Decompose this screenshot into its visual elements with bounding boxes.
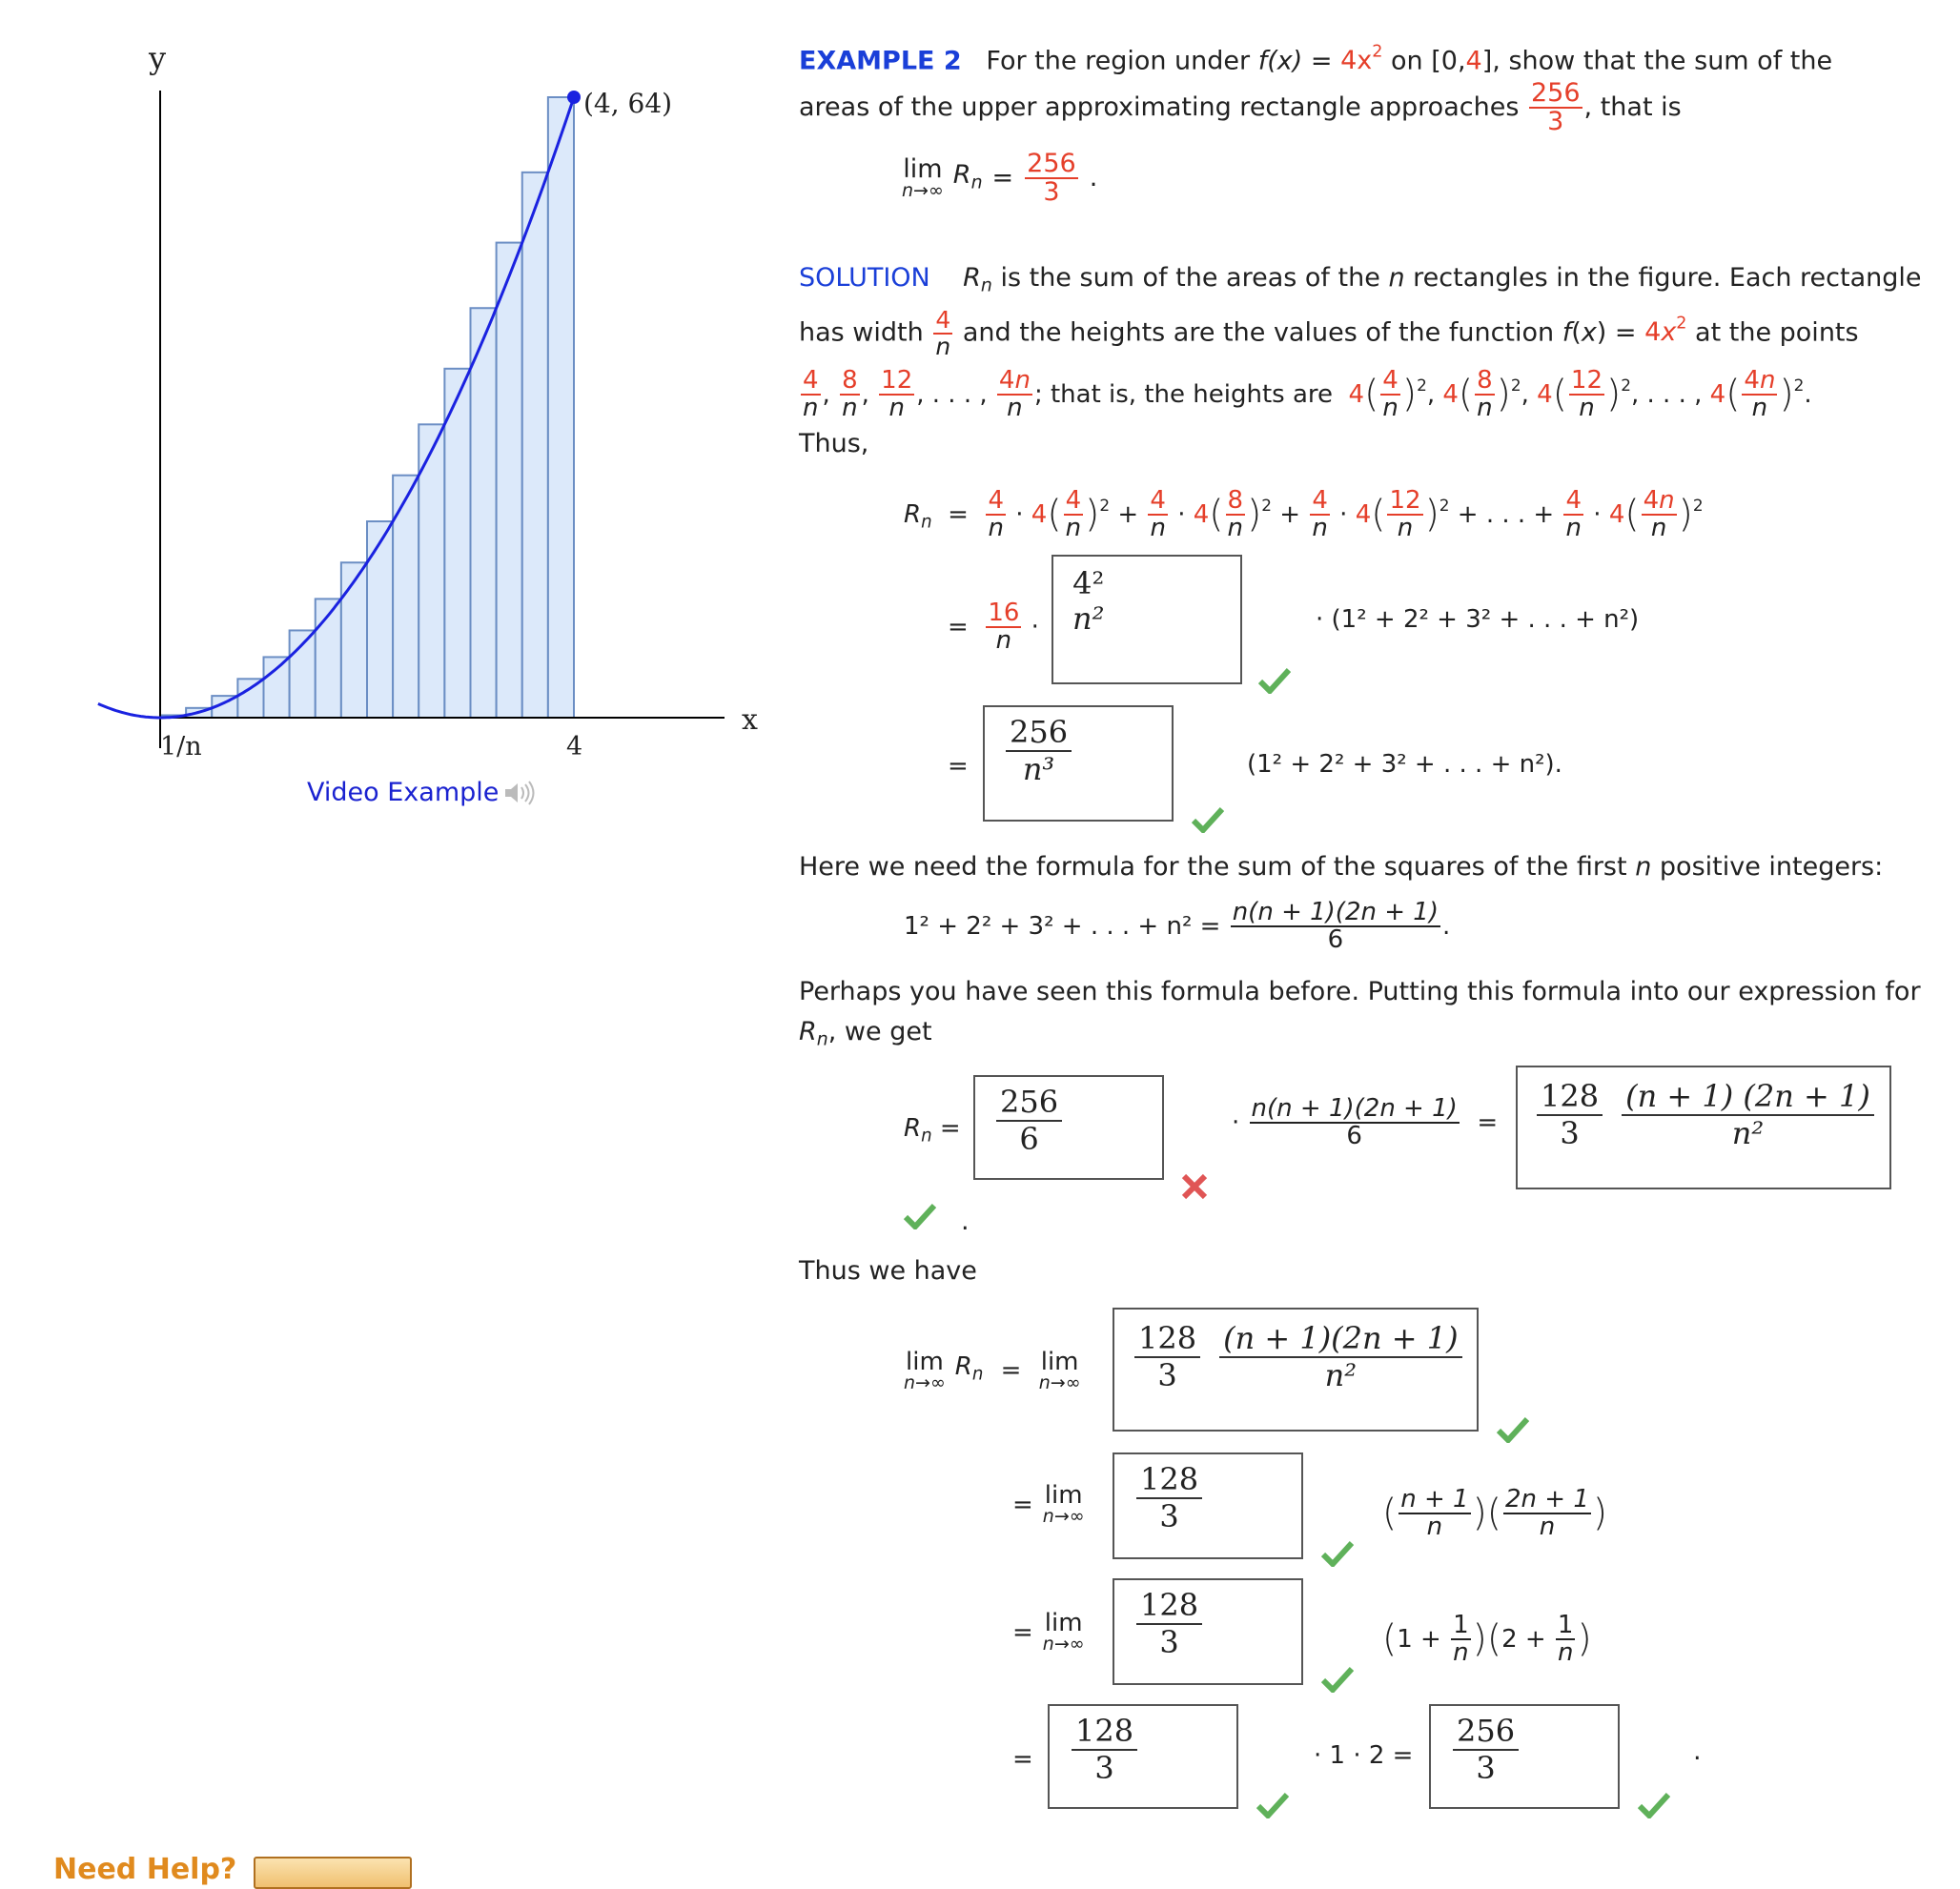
tick-label-4: 4: [566, 732, 583, 762]
correct-check-icon: [1321, 1540, 1354, 1567]
example-line-2: [799, 80, 1682, 136]
approximating-rectangles: [160, 97, 574, 718]
riemann-sum-graph: [57, 38, 782, 791]
incorrect-x-icon: [1180, 1172, 1209, 1201]
approximating-rectangle: [367, 521, 393, 718]
need-help-label: Need Help?: [53, 1853, 237, 1886]
approximating-rectangle: [548, 97, 574, 718]
example-text-a: For the region under: [986, 46, 1251, 76]
example-line-1: [799, 33, 1832, 80]
answer-box-6-value: 128 3: [1136, 1462, 1202, 1534]
formula-intro: Here we need the formula for the sum of the squares of the first n positive integers:: [799, 852, 1884, 882]
factor-expression-2: (1 + $\frac{1}{n}$ )(2 + $\frac{1}{n}$ ): [1382, 1611, 1592, 1668]
answer-box-7-value: 128 3: [1136, 1588, 1202, 1660]
final-multiplier: · 1 · 2 =: [1314, 1741, 1414, 1770]
example-text-b: show that the sum of the: [1508, 46, 1833, 76]
solution-line-1: SOLUTION $R_n$ is the sum of the areas of the n rectangles in the figure. Each rectangle: [799, 263, 1922, 296]
sum-of-squares-formula: 1² + 2² + 3² + . . . + n² = $\frac{n(n + 1)(2n + 1)}{6}$ .: [904, 898, 1451, 955]
word-on: on: [1391, 46, 1423, 76]
endpoint-dot: [567, 91, 581, 104]
approximating-rectangle: [444, 369, 470, 718]
limit-fraction: $\frac{256}{3}$: [1027, 149, 1076, 208]
y-axis-label: y: [149, 40, 167, 76]
approximating-rectangle: [393, 476, 419, 718]
lim-operator: lim n→∞: [902, 154, 944, 202]
correct-check-icon: [904, 1203, 936, 1229]
equals-sign-final: =: [1012, 1745, 1033, 1774]
factor-expression-1: ( $\frac{n + 1}{n}$ )( $\frac{2n + 1}{n}$ ): [1382, 1485, 1608, 1542]
approximating-rectangle: [497, 243, 522, 718]
thus-text: Thus,: [799, 429, 869, 458]
that-is-text: , that is: [1583, 91, 1682, 122]
answer-box-9-value: 256 3: [1453, 1714, 1519, 1786]
solution-text-1: is the sum of the areas of the: [1000, 263, 1380, 293]
sum-series: · (1² + 2² + 3² + . . . + n²): [1316, 605, 1640, 634]
example-fx: f(x): [1257, 46, 1303, 76]
correct-check-icon: [1256, 1792, 1289, 1818]
video-example-label: Video Example: [307, 778, 500, 807]
approximating-rectangle: [264, 657, 290, 718]
x-axis-label: x: [742, 703, 758, 737]
limit-statement: lim n→∞ $R_n$ = $\frac{256}{3}$ .: [902, 149, 1098, 208]
rn-expansion: $R_n$ = $\frac{4}{n}$ · 4( $\frac{4}{n}$ )$^2$ + $\frac{4}{n}$ · 4( $\frac{8}{n}$ )$^2$ + $\frac{4}{n}$ · 4( $\frac{12}{n}$ )$^2$ + . . . + $\frac{4}{n}$ · 4( $\frac{4n}{n}$ )$^2$: [904, 486, 1704, 543]
interval-end: 4: [1465, 46, 1482, 76]
solution-text-1b: rectangles in the figure. Each rectangle: [1413, 263, 1922, 293]
answer-box-5-value: 128 3 (n + 1)(2n + 1) n²: [1134, 1321, 1462, 1393]
approximating-rectangle: [522, 173, 548, 718]
solution-label: SOLUTION: [799, 263, 930, 293]
answer-box-3-value: 256 6: [996, 1085, 1062, 1157]
interval-close: ],: [1481, 46, 1501, 76]
tick-label-1-over-n: 1/n: [160, 732, 202, 762]
solution-text-3: ; that is, the heights are: [1033, 379, 1333, 409]
answer-box-1-value: 4² n²: [1072, 565, 1105, 637]
rn-equals: $R_n$ =: [904, 1114, 961, 1147]
approximating-rectangle: [471, 308, 497, 718]
equals-sign: =: [1310, 46, 1333, 76]
correct-check-icon: [1258, 667, 1291, 694]
help-button[interactable]: [254, 1857, 412, 1889]
solution-line-2: has width $\frac{4}{n}$ and the heights are the values of the function $f(x) = 4x^2$ at the points: [799, 305, 1859, 360]
example-text-2: areas of the upper approximating rectangle approaches: [799, 91, 1520, 122]
perhaps-text: Perhaps you have seen this formula before. Putting this formula into our expression for $R_n$, we get: [799, 977, 1921, 1050]
approximating-rectangle: [341, 562, 367, 718]
interval-open: [0,: [1431, 46, 1466, 76]
target-fraction: $\frac{256}{3}$: [1530, 78, 1581, 137]
answer-box-4-value: 128 3 (n + 1) (2n + 1) n²: [1537, 1079, 1874, 1151]
equals-16-over-n: = $\frac{16}{n}$ ·: [948, 599, 1039, 656]
solution-text-2a: has width: [799, 317, 924, 348]
answer-box-8-value: 128 3: [1072, 1714, 1137, 1786]
example-heading: EXAMPLE 2: [799, 46, 962, 76]
period: .: [961, 1207, 970, 1236]
sum-series-2: (1² + 2² + 3² + . . . + n²).: [1247, 750, 1562, 779]
solution-text-2b: and the heights are the values of the function: [962, 317, 1555, 348]
equals-sign-2: =: [948, 752, 969, 781]
point-label: (4, 64): [583, 88, 673, 119]
correct-check-icon: [1497, 1416, 1529, 1443]
thus-we-have: Thus we have: [799, 1256, 977, 1286]
correct-check-icon: [1192, 806, 1224, 833]
final-period: .: [1693, 1737, 1702, 1766]
r-n-symbol: $R_n$: [952, 159, 983, 193]
video-example-link[interactable]: [307, 778, 535, 807]
example-fx-expr: $4x^2$: [1340, 43, 1383, 76]
formula-substitution: · $\frac{n(n + 1)(2n + 1)}{6}$ =: [1232, 1094, 1499, 1151]
answer-box-2-value: 256 n³: [1006, 715, 1072, 787]
lim-step-3: = lim n→∞: [1012, 1609, 1085, 1655]
solution-text-2c: at the points: [1695, 317, 1859, 348]
solution-line-3: $\frac{4}{n}$ , $\frac{8}{n}$ , $\frac{12}{n}$ , . . . , $\frac{4n}{n}$ ; that is, the heights are 4( $\frac{4}{n}$ )$^2$, 4( $\frac{8}{n}$ )$^2$, 4( $\frac{12}{n}$ )$^2$, . . . , 4( $\frac{4n}{n}$ )$^2$.: [803, 366, 1812, 423]
correct-check-icon: [1321, 1666, 1354, 1693]
lim-step-2: = lim n→∞: [1012, 1481, 1085, 1527]
speaker-icon: [502, 779, 535, 807]
approximating-rectangle: [237, 679, 263, 718]
correct-check-icon: [1638, 1792, 1670, 1818]
final-limit-lhs: lim n→∞ $R_n$ = lim n→∞: [904, 1347, 1081, 1393]
